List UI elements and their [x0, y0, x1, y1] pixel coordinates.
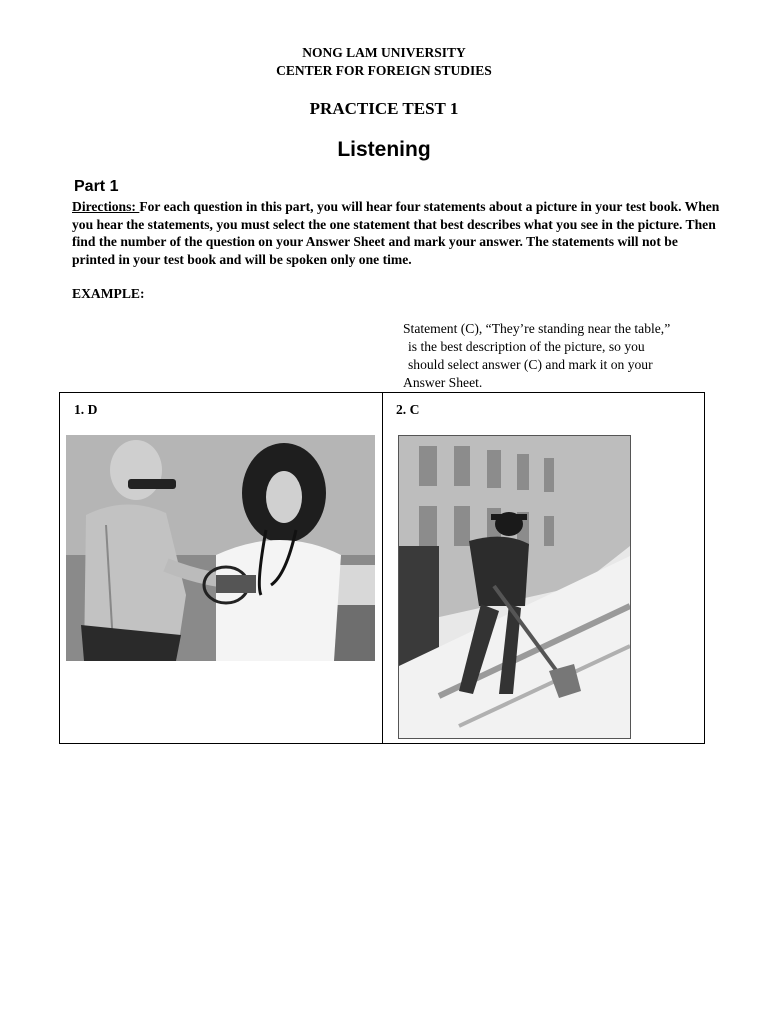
university-name: NONG LAM UNIVERSITY: [302, 45, 466, 60]
center-name: CENTER FOR FOREIGN STUDIES: [276, 63, 492, 78]
question-1-label: 1. D: [74, 402, 98, 417]
statement-line: Answer Sheet.: [403, 375, 483, 390]
test-title: PRACTICE TEST 1: [309, 99, 459, 118]
statement-line: should select answer (C) and mark it on your: [408, 357, 653, 372]
table-divider: [382, 393, 383, 743]
directions-paragraph: [72, 198, 722, 268]
example-label: EXAMPLE:: [72, 286, 145, 301]
man-shoveling-snow-photo: [398, 435, 631, 739]
example-statement: [403, 320, 723, 392]
question-2-label: 2. C: [396, 402, 420, 417]
directions-text: For each question in this part, you will hear four statements about a picture in your test book. When you hear the statements, you must select the one statement that best describes what you see in the picture. Then find the number of the question on your Answer Sheet and mark your answer. The statements will not be printed in your test book and will be spoken only one time.: [72, 199, 720, 267]
statement-line: is the best description of the picture, so you: [408, 339, 645, 354]
statement-line: Statement (C), “They’re standing near the table,”: [403, 321, 671, 336]
university-header: [0, 44, 768, 80]
part-heading: Part 1: [74, 178, 119, 195]
directions-label: Directions:: [72, 199, 140, 214]
answer-table: [59, 392, 705, 744]
section-title: Listening: [337, 138, 431, 161]
doctor-checking-blood-pressure-photo: [66, 435, 375, 661]
